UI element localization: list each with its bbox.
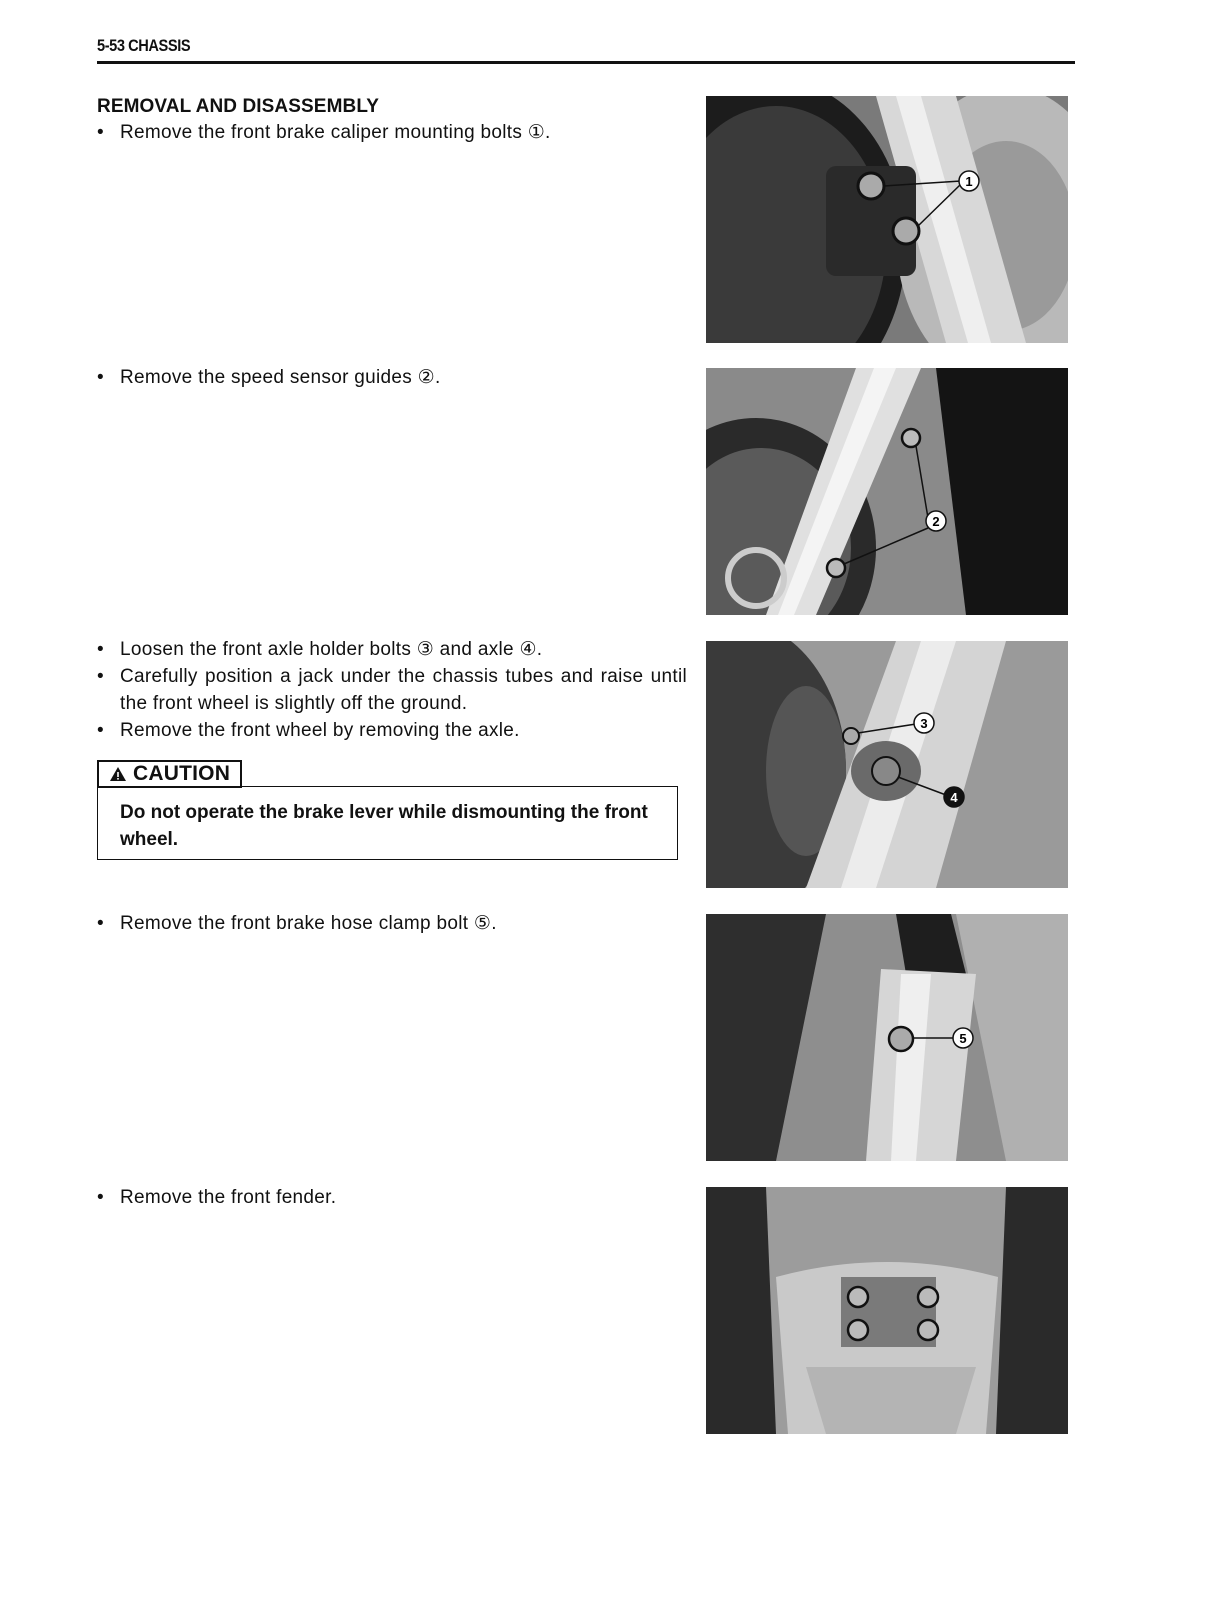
caution-label-text: CAUTION	[133, 762, 231, 785]
bullet: •	[97, 367, 104, 388]
bullet: •	[97, 1187, 104, 1208]
step-text: Carefully position a jack under the chassis tubes and raise until the front wheel is slightly off the ground.	[120, 666, 687, 714]
bullet: •	[97, 666, 104, 687]
photo-caliper-bolts	[706, 96, 1068, 343]
page-header-title: 5-53 CHASSIS	[97, 36, 191, 55]
step-text: Remove the front brake caliper mounting bolts ①.	[120, 122, 551, 143]
step-text: Remove the front wheel by removing the axle.	[120, 720, 520, 741]
step-remove-caliper-bolts	[97, 119, 687, 146]
header-rule	[97, 61, 1075, 64]
bullet: •	[97, 639, 104, 660]
callout-label: 3	[920, 716, 928, 731]
step-text: Loosen the front axle holder bolts ③ and axle ④.	[120, 639, 543, 660]
step-text: Remove the speed sensor guides ②.	[120, 367, 441, 388]
photo-axle-holder	[706, 641, 1068, 888]
photo-hose-clamp-bolt	[706, 914, 1068, 1161]
bullet: •	[97, 720, 104, 741]
step-remove-front-fender	[97, 1184, 687, 1211]
callout-label: 5	[959, 1031, 967, 1046]
bullet: •	[97, 122, 104, 143]
callout-label: 1	[965, 174, 973, 189]
warning-triangle-icon	[109, 766, 127, 782]
caution-text: Do not operate the brake lever while dismounting the front wheel.	[120, 802, 648, 850]
caution-label	[97, 760, 242, 788]
caution-box	[97, 786, 678, 860]
bullet: •	[97, 913, 104, 934]
step-text: Remove the front fender.	[120, 1187, 337, 1208]
step-loosen-axle-holder-bolts	[97, 636, 687, 663]
callout-label: 2	[932, 514, 940, 529]
photo-speed-sensor-guides	[706, 368, 1068, 615]
step-remove-hose-clamp-bolt	[97, 910, 687, 937]
step-text: Remove the front brake hose clamp bolt ⑤.	[120, 913, 497, 934]
section-heading: REMOVAL AND DISASSEMBLY	[97, 96, 380, 117]
step-position-jack	[97, 663, 687, 717]
step-remove-front-wheel	[97, 717, 687, 744]
photo-front-fender	[706, 1187, 1068, 1434]
callout-label: 4	[950, 790, 958, 805]
step-remove-speed-sensor-guides	[97, 364, 687, 391]
